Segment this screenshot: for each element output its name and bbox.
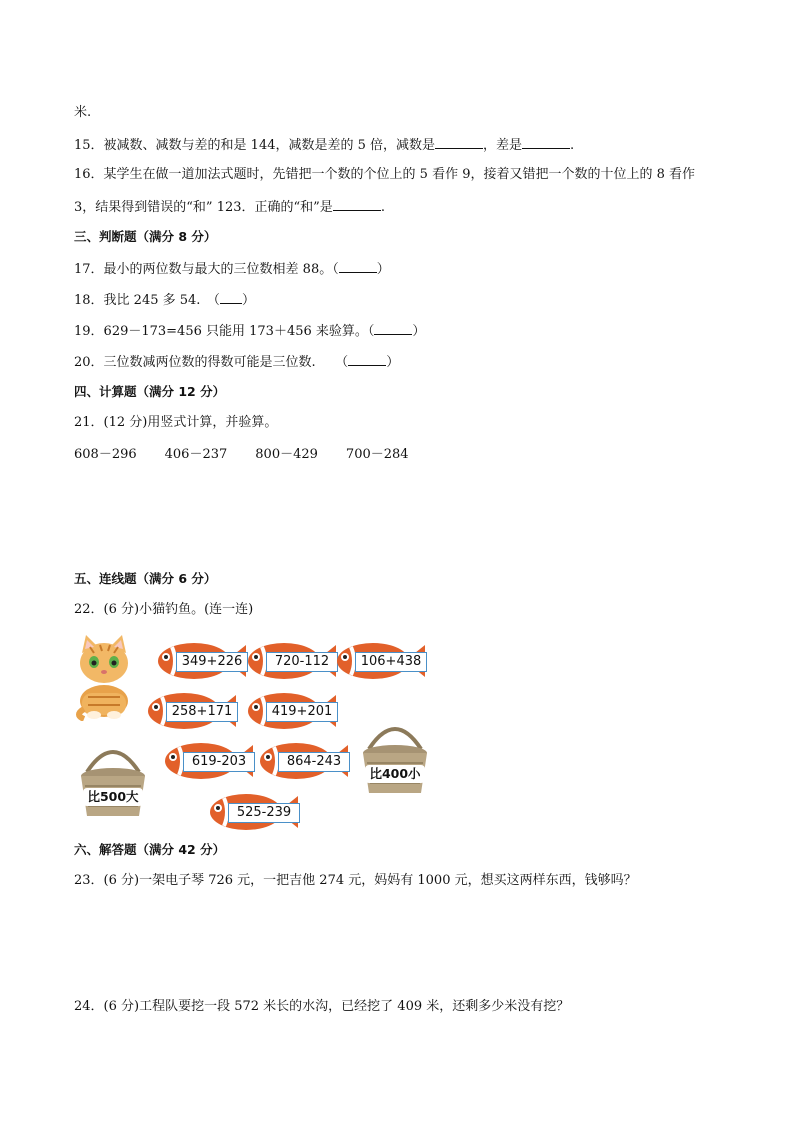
section-5-heading: 五、连线题（满分 6 分）	[74, 571, 217, 586]
basket-right[interactable]	[357, 715, 433, 799]
q15-blank-1[interactable]	[435, 135, 483, 149]
section-3-heading: 三、判断题（满分 8 分）	[74, 229, 217, 244]
q21-expr-2: 406－237	[164, 447, 228, 462]
fish-label-1: 349+226	[176, 652, 248, 672]
fish-label-2: 720-112	[266, 652, 338, 672]
q15-mid: ，差是	[483, 138, 523, 153]
q16-blank[interactable]	[333, 197, 381, 211]
q15-prefix: 15．被减数、减数与差的和是 144，减数是差的 5 倍，减数是	[74, 138, 436, 153]
question-24: 24．(6 分)工程队要挖一段 572 米长的水沟，已经挖了 409 米，还剩多少米没有挖？	[74, 999, 570, 1014]
q15-blank-2[interactable]	[522, 135, 570, 149]
q17-text: 17．最小的两位数与最大的三位数相差 88。（	[74, 262, 339, 277]
question-22: 22．(6 分)小猫钓鱼。(连一连)	[74, 602, 254, 617]
fish-6[interactable]	[161, 737, 257, 783]
q19-close: ）	[412, 324, 426, 339]
fish-7[interactable]	[256, 737, 352, 783]
fish-label-7: 864-243	[278, 752, 350, 772]
q20-text: 20．三位数减两位数的得数可能是三位数. （	[74, 355, 349, 370]
q17-close: ）	[376, 262, 390, 277]
fish-2[interactable]	[244, 637, 340, 683]
fish-5[interactable]	[244, 687, 340, 733]
fish-8[interactable]	[206, 788, 302, 834]
q21-expressions	[74, 446, 437, 464]
q16-line1: 16．某学生在做一道加法式题时，先错把一个数的个位上的 5 看作 9，接着又错把一个数的十位上的 8 看作	[74, 167, 696, 182]
fish-label-4: 258+171	[166, 702, 238, 722]
q15-suffix: .	[570, 138, 575, 153]
question-18	[74, 290, 255, 310]
q19-blank[interactable]	[374, 321, 412, 335]
q18-text: 18．我比 245 多 54. （	[74, 293, 220, 308]
question-21: 21．(12 分)用竖式计算，并验算。	[74, 415, 278, 430]
question-20	[74, 352, 399, 372]
fish-1[interactable]	[154, 637, 250, 683]
fish-label-8: 525-239	[228, 803, 300, 823]
q21-expr-1: 608－296	[74, 447, 137, 462]
fish-4[interactable]	[144, 687, 240, 733]
fish-label-3: 106+438	[355, 652, 427, 672]
q18-close: ）	[241, 293, 255, 308]
q17-blank[interactable]	[339, 259, 377, 273]
fish-label-5: 419+201	[266, 702, 338, 722]
q20-close: ）	[386, 355, 400, 370]
cat-image	[70, 635, 140, 721]
fish-3[interactable]	[333, 637, 429, 683]
q20-blank[interactable]	[348, 352, 386, 366]
question-16-line2	[74, 197, 385, 217]
question-19	[74, 321, 425, 341]
question-15	[74, 135, 574, 155]
basket-left-label: 比500大	[83, 788, 143, 806]
q18-blank[interactable]	[220, 290, 242, 304]
q21-expr-3: 800－429	[255, 447, 318, 462]
section-4-heading: 四、计算题（满分 12 分）	[74, 384, 226, 399]
basket-right-label: 比400小	[365, 765, 425, 783]
q16-line2-prefix: 3，结果得到错误的“和” 123．正确的“和”是	[74, 200, 333, 215]
question-23: 23．(6 分)一架电子琴 726 元，一把吉他 274 元，妈妈有 1000 元，想买这两样东西，钱够吗？	[74, 873, 637, 888]
question-17	[74, 259, 390, 279]
fish-label-6: 619-203	[183, 752, 255, 772]
section-6-heading: 六、解答题（满分 42 分）	[74, 842, 226, 857]
basket-left[interactable]	[75, 738, 151, 822]
q16-line2-suffix: .	[380, 200, 385, 215]
q14-tail: 米.	[74, 105, 92, 120]
q19-text: 19．629－173=456 只能用 173＋456 来验算。（	[74, 324, 375, 339]
q21-expr-4: 700－284	[345, 447, 409, 462]
